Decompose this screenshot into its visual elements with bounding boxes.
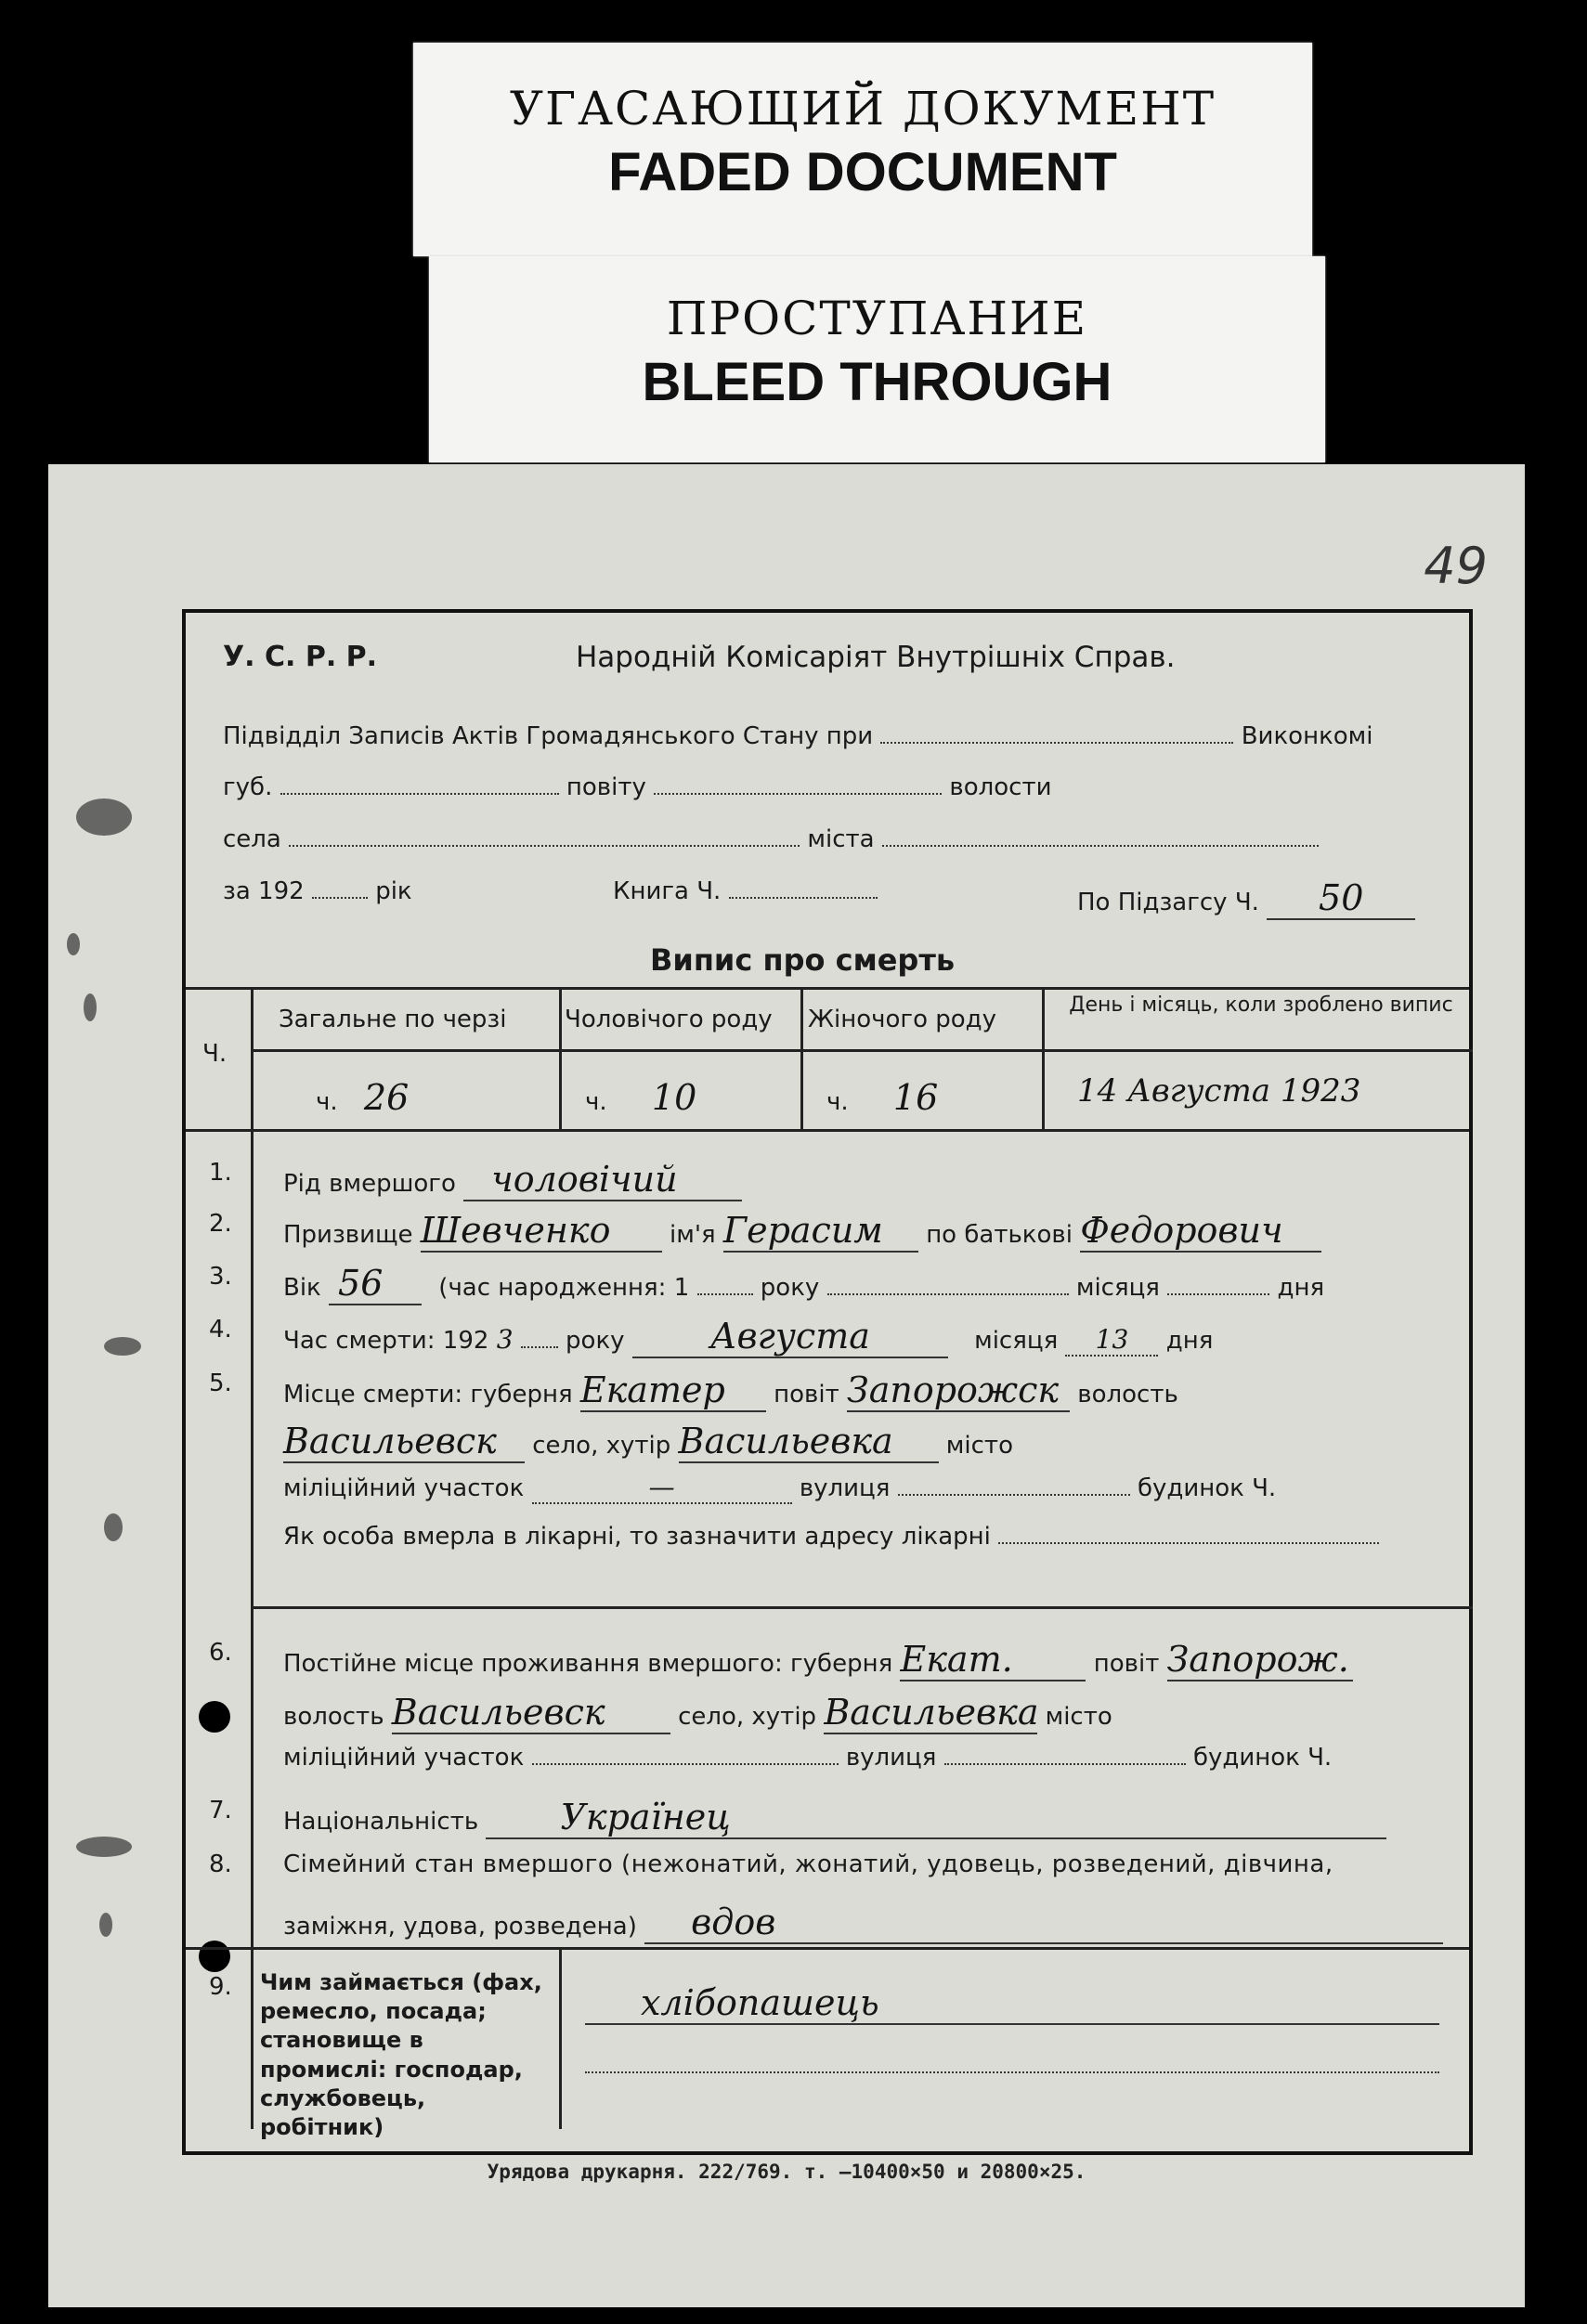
rid-field xyxy=(463,1159,742,1201)
likarnia-row xyxy=(283,1523,1379,1551)
po-batkovi-value: Федорович xyxy=(1080,1210,1283,1251)
misto-blank xyxy=(882,845,1319,847)
female-cell xyxy=(826,1077,938,1118)
povit-blank xyxy=(654,793,942,795)
row-number-7: 7. xyxy=(209,1797,232,1824)
chas-smerty-year: 3 xyxy=(496,1324,514,1355)
po-batkovi-label: по батькові xyxy=(926,1221,1073,1249)
chas-smerty-day: 13 xyxy=(1095,1324,1129,1355)
volost-field xyxy=(283,1421,525,1463)
faded-document-label xyxy=(413,43,1312,256)
postiyne-vulytsya-blank xyxy=(944,1763,1186,1765)
povit-label: повіту xyxy=(566,773,646,801)
faded-label-en: FADED DOCUMENT xyxy=(608,142,1117,202)
row-number-2: 2. xyxy=(209,1210,232,1238)
zaniattia-blank-row xyxy=(585,2052,1439,2080)
section-rule xyxy=(251,1606,1473,1609)
gubernia-value: Екатер xyxy=(579,1370,725,1410)
natsionalnist-label: Національність xyxy=(283,1808,479,1836)
pidzapys-number: 50 xyxy=(1319,877,1364,918)
death-time-row xyxy=(283,1316,1213,1358)
volost-value: Васильевск xyxy=(283,1421,497,1461)
row-number-8: 8. xyxy=(209,1850,232,1878)
za-192-label: за 192 xyxy=(223,877,305,905)
imya-field xyxy=(723,1210,918,1253)
subdivision-blank xyxy=(880,742,1233,744)
selo-row xyxy=(223,825,1319,853)
natsionalnist-value: Українец xyxy=(560,1797,731,1837)
postiyne-gubernia-field xyxy=(900,1639,1086,1681)
simeiny-label2: заміжня, удова, розведена) xyxy=(283,1913,637,1941)
archive-page-number: 49 xyxy=(1424,537,1488,595)
age-row xyxy=(283,1263,1324,1305)
postiyne-volost: Васильевск xyxy=(391,1692,605,1733)
postiyne-militsiya-blank xyxy=(532,1763,839,1765)
birth-month-blank xyxy=(827,1293,1069,1295)
general-cell xyxy=(316,1077,409,1118)
roku-label: року xyxy=(760,1274,820,1302)
bleed-label-en: BLEED THROUGH xyxy=(642,352,1112,412)
vik-field xyxy=(329,1263,422,1305)
selo-field xyxy=(679,1421,939,1463)
table-rule xyxy=(1042,987,1045,1129)
vik-value: 56 xyxy=(338,1263,384,1304)
row-number-4: 4. xyxy=(209,1316,232,1344)
dnya-label: дня xyxy=(1165,1327,1214,1355)
narodzhennya-label: (час народження: 1 xyxy=(438,1274,690,1302)
date-value: 14 Августа 1923 xyxy=(1077,1072,1361,1110)
postiyne-gubernia: Екат. xyxy=(900,1639,1013,1680)
volost-label: волость xyxy=(1077,1381,1178,1409)
postiyne-label: Постійне місце проживання вмершого: губерня xyxy=(283,1650,893,1678)
residence-row-2 xyxy=(283,1692,1112,1734)
selo-label: села xyxy=(223,825,281,853)
table-rule xyxy=(186,1129,1469,1132)
section-rule xyxy=(186,1947,1469,1950)
smudge-mark xyxy=(104,1337,141,1356)
year-blank xyxy=(312,897,368,899)
executive-label: Виконкомі xyxy=(1241,722,1373,750)
death-place-row-2 xyxy=(283,1421,1013,1463)
smudge-mark xyxy=(76,798,132,836)
militsiya-label: міліційний участок xyxy=(283,1474,525,1502)
imya-label: ім'я xyxy=(670,1221,716,1249)
pryzvyshche-label: Призвище xyxy=(283,1221,413,1249)
table-rule xyxy=(186,987,1469,990)
female-value: 16 xyxy=(892,1077,939,1118)
budynok-label: будинок Ч. xyxy=(1137,1474,1277,1502)
likarnia-label: Як особа вмерла в лікарні, то зазначити адресу лікарні xyxy=(283,1523,991,1551)
chas-smerty-month: Августа xyxy=(709,1316,870,1357)
general-value: 26 xyxy=(363,1077,410,1118)
death-day-field xyxy=(1065,1324,1158,1357)
table-rule xyxy=(559,987,562,1129)
death-year-blank xyxy=(521,1346,558,1348)
knyha-blank xyxy=(729,897,878,899)
subdivision-label: Підвідділ Записів Актів Громадянського Стану при xyxy=(223,722,874,750)
smudge-mark xyxy=(99,1913,112,1937)
gubernia-field xyxy=(580,1370,766,1412)
roku-label: року xyxy=(566,1327,625,1355)
rid-value: чоловічий xyxy=(491,1159,678,1200)
militsiya-field xyxy=(532,1472,792,1504)
smudge-mark xyxy=(76,1837,132,1857)
vulytsya-blank xyxy=(898,1494,1130,1496)
pryzvyshche-value: Шевченко xyxy=(420,1210,611,1251)
smudge-mark xyxy=(104,1513,123,1541)
row-number-9: 9. xyxy=(209,1973,232,2001)
pidzapys-field xyxy=(1267,877,1415,920)
knyha-row xyxy=(613,877,878,905)
col-general: Загальне по черзі xyxy=(279,1006,507,1033)
postiyne-vulytsya-label: вулиця xyxy=(845,1744,937,1772)
misto-suffix: місто xyxy=(945,1432,1013,1460)
death-month-field xyxy=(632,1316,948,1358)
postiyne-povit-field xyxy=(1167,1639,1353,1681)
simeiny-field xyxy=(644,1902,1443,1944)
po-batkovi-field xyxy=(1080,1210,1321,1253)
povit-label: повіт xyxy=(774,1381,839,1409)
mistse-smerty-label: Місце смерти: губерня xyxy=(283,1381,573,1409)
bleed-label-ru: ПРОСТУПАНИЕ xyxy=(666,292,1088,345)
vulytsya-label: вулиця xyxy=(799,1474,891,1502)
col-female: Жіночого роду xyxy=(808,1006,997,1033)
misto-label: міста xyxy=(807,825,875,853)
general-prefix: ч. xyxy=(316,1088,338,1116)
postiyne-selo-label: село, хутір xyxy=(678,1703,817,1731)
pryzvyshche-field xyxy=(421,1210,662,1253)
table-rule xyxy=(800,987,803,1129)
pidzapys-row xyxy=(1077,877,1415,920)
bleed-through-label xyxy=(429,256,1325,462)
name-row xyxy=(283,1210,1321,1253)
table-rule xyxy=(251,987,254,2129)
marital-row-2 xyxy=(283,1902,1443,1944)
male-cell xyxy=(585,1077,696,1118)
postiyne-misto-suffix: місто xyxy=(1045,1703,1112,1731)
dnya-label: дня xyxy=(1277,1274,1325,1302)
vik-label: Вік xyxy=(283,1274,321,1302)
zaniattia-field xyxy=(585,1982,1439,2025)
printer-footer: Урядова друкарня. 222/769. т. —10400×50 и 20800×25. xyxy=(487,2161,1086,2183)
col-male: Чоловічого роду xyxy=(565,1006,773,1033)
misyatsya-label: місяця xyxy=(974,1327,1059,1355)
col-ch: Ч. xyxy=(202,1040,228,1068)
rid-row xyxy=(283,1159,742,1201)
chas-smerty-label: Час смерти: 192 xyxy=(283,1327,489,1355)
povit-field xyxy=(847,1370,1070,1412)
death-militsiya-row xyxy=(283,1472,1276,1504)
militsiya-value: — xyxy=(648,1472,675,1502)
guberniya-label: губ. xyxy=(223,773,273,801)
smudge-mark xyxy=(67,933,80,955)
postiyne-volost-field xyxy=(392,1692,670,1734)
postiyne-budynok-label: будинок Ч. xyxy=(1192,1744,1333,1772)
female-prefix: ч. xyxy=(826,1088,849,1116)
likarnia-blank xyxy=(998,1542,1379,1544)
zaniattia-value: хлібопашець xyxy=(641,1982,879,2023)
postiyne-militsiya-label: міліційний участок xyxy=(283,1744,525,1772)
selo-value: Васильевка xyxy=(678,1421,893,1461)
location-row xyxy=(223,773,1052,801)
row-number-1: 1. xyxy=(209,1159,232,1187)
marital-label-row: Сімейний стан вмершого (нежонатий, жонатий, удовець, розведений, дівчина, xyxy=(283,1850,1333,1878)
zaniattia-label: Чим займається (фах, ремесло, посада; становище в промислі: господар, службовець, робітник) xyxy=(260,1969,542,2140)
year-row xyxy=(223,877,412,905)
residence-row xyxy=(283,1639,1353,1681)
death-place-row xyxy=(283,1370,1178,1412)
rik-label: рік xyxy=(375,877,412,905)
postiyne-povit-label: повіт xyxy=(1093,1650,1160,1678)
povit-value: Запорожск xyxy=(847,1370,1060,1410)
state-abbrev: У. С. Р. Р. xyxy=(223,641,378,673)
row-number-5: 5. xyxy=(209,1370,232,1397)
col-date: День і місяць, коли зроблено випис xyxy=(1069,993,1453,1017)
selo-khutir-label: село, хутір xyxy=(532,1432,671,1460)
misyatsya-label: місяця xyxy=(1075,1274,1160,1302)
row-number-6: 6. xyxy=(209,1639,232,1667)
postiyne-selo: Васильевка xyxy=(824,1692,1039,1733)
guberniya-blank xyxy=(280,793,559,795)
pidzapys-label: По Підзагсу Ч. xyxy=(1077,889,1259,916)
subdivision-row xyxy=(223,722,1373,750)
natsionalnist-field xyxy=(486,1797,1386,1839)
nationality-row xyxy=(283,1797,1386,1839)
postiyne-selo-field xyxy=(824,1692,1037,1734)
selo-blank xyxy=(289,845,800,847)
residence-militsiya-row xyxy=(283,1744,1332,1772)
death-certificate-form xyxy=(182,609,1473,2155)
volost-label: волости xyxy=(949,773,1052,801)
row-number-3: 3. xyxy=(209,1263,232,1291)
table-rule xyxy=(251,1049,1473,1052)
zaniattia-blank xyxy=(585,2071,1439,2073)
knyha-label: Книга Ч. xyxy=(613,877,722,905)
smudge-mark xyxy=(84,993,97,1021)
table-rule xyxy=(559,1947,562,2129)
postiyne-volost-label: волость xyxy=(283,1703,384,1731)
document-title: Випис про смерть xyxy=(650,942,956,978)
male-value: 10 xyxy=(651,1077,697,1118)
faded-label-ru: УГАСАЮЩИЙ ДОКУМЕНТ xyxy=(509,82,1216,136)
imya-value: Герасим xyxy=(722,1210,883,1251)
zaniattia-line xyxy=(585,1982,1439,2025)
postiyne-povit: Запорож. xyxy=(1166,1639,1349,1680)
male-prefix: ч. xyxy=(585,1088,607,1116)
ministry-title: Народній Комісаріят Внутрішніх Справ. xyxy=(576,641,1176,674)
simeiny-value: вдов xyxy=(691,1902,776,1942)
rid-label: Рід вмершого xyxy=(283,1170,456,1198)
document-sheet xyxy=(48,464,1525,2307)
birth-day-blank xyxy=(1167,1293,1269,1295)
birth-year-blank xyxy=(697,1293,753,1295)
